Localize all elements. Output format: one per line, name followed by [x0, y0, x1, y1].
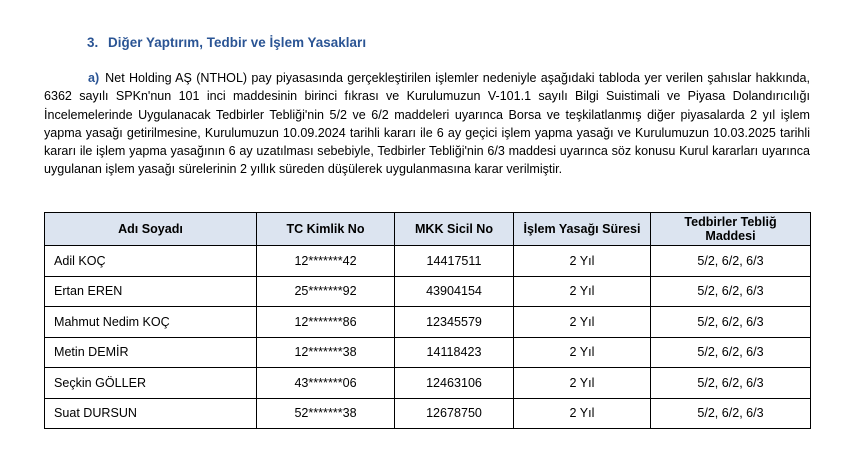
cell-tc-id: 12*******42	[257, 246, 395, 277]
cell-ban-duration: 2 Yıl	[514, 307, 651, 338]
header-regulation-article: Tedbirler Tebliğ Maddesi	[651, 213, 811, 246]
cell-mkk-no: 43904154	[395, 276, 514, 307]
cell-name: Seçkin GÖLLER	[45, 368, 257, 399]
cell-ban-duration: 2 Yıl	[514, 368, 651, 399]
paragraph-label: a)	[88, 71, 100, 85]
cell-regulation-article: 5/2, 6/2, 6/3	[651, 246, 811, 277]
header-mkk-no: MKK Sicil No	[395, 213, 514, 246]
cell-mkk-no: 12345579	[395, 307, 514, 338]
cell-mkk-no: 12678750	[395, 398, 514, 429]
cell-name: Metin DEMİR	[45, 337, 257, 368]
table-row	[45, 307, 811, 338]
sanctions-table	[44, 212, 811, 429]
header-name: Adı Soyadı	[45, 213, 257, 246]
header-ban-duration: İşlem Yasağı Süresi	[514, 213, 651, 246]
table-row	[45, 276, 811, 307]
cell-name: Adil KOÇ	[45, 246, 257, 277]
cell-tc-id: 43*******06	[257, 368, 395, 399]
cell-name: Suat DURSUN	[45, 398, 257, 429]
section-number: 3.	[87, 35, 99, 50]
paragraph-text: Net Holding AŞ (NTHOL) pay piyasasında gerçekleştirilen işlemler nedeniyle aşağıdaki tabloda yer verilen şahıslar hakkında, 6362 sayılı SPKn'nun 101 inci maddesinin birinci fıkrası ve Kurulumuzun V-101.1 sayılı Bilgi Suistimali ve Piyasa Dolandırıcılığı İncelemelerinde Uygulanacak Tedbirler Tebliği'nin 5/2 ve 6/2 maddeleri uyarınca Borsa ve teşkilatlanmış diğer piyasalarda 2 yıl işlem yapma yasağı getirilmesine, Kurulumuzun 10.09.2024 tarihli kararı ile 6 ay geçici işlem yapma yasağı ve Kurulumuzun 10.03.2025 tarihli kararı ile işlem yapma yasağının 6 ay uzatılması sebebiyle, Tedbirler Tebliği'nin 6/3 maddesi uyarınca söz konusu Kurul kararları uyarınca uygulanan işlem yasağı sürelerinin 2 yıllık süreden düşülerek uygulanmasına karar verilmiştir.	[44, 71, 810, 177]
table-header-row	[45, 213, 811, 246]
table-row	[45, 368, 811, 399]
section-heading	[87, 35, 366, 50]
cell-tc-id: 12*******86	[257, 307, 395, 338]
header-tc-id: TC Kimlik No	[257, 213, 395, 246]
cell-regulation-article: 5/2, 6/2, 6/3	[651, 337, 811, 368]
cell-regulation-article: 5/2, 6/2, 6/3	[651, 276, 811, 307]
cell-tc-id: 52*******38	[257, 398, 395, 429]
cell-mkk-no: 14417511	[395, 246, 514, 277]
table-row	[45, 246, 811, 277]
cell-tc-id: 25*******92	[257, 276, 395, 307]
table-row	[45, 398, 811, 429]
cell-ban-duration: 2 Yıl	[514, 337, 651, 368]
cell-regulation-article: 5/2, 6/2, 6/3	[651, 368, 811, 399]
cell-name: Mahmut Nedim KOÇ	[45, 307, 257, 338]
cell-ban-duration: 2 Yıl	[514, 246, 651, 277]
table-row	[45, 337, 811, 368]
cell-mkk-no: 14118423	[395, 337, 514, 368]
cell-ban-duration: 2 Yıl	[514, 276, 651, 307]
cell-tc-id: 12*******38	[257, 337, 395, 368]
decision-paragraph	[44, 69, 810, 179]
cell-ban-duration: 2 Yıl	[514, 398, 651, 429]
section-title: Diğer Yaptırım, Tedbir ve İşlem Yasakları	[108, 35, 367, 50]
cell-name: Ertan EREN	[45, 276, 257, 307]
cell-regulation-article: 5/2, 6/2, 6/3	[651, 307, 811, 338]
cell-regulation-article: 5/2, 6/2, 6/3	[651, 398, 811, 429]
cell-mkk-no: 12463106	[395, 368, 514, 399]
